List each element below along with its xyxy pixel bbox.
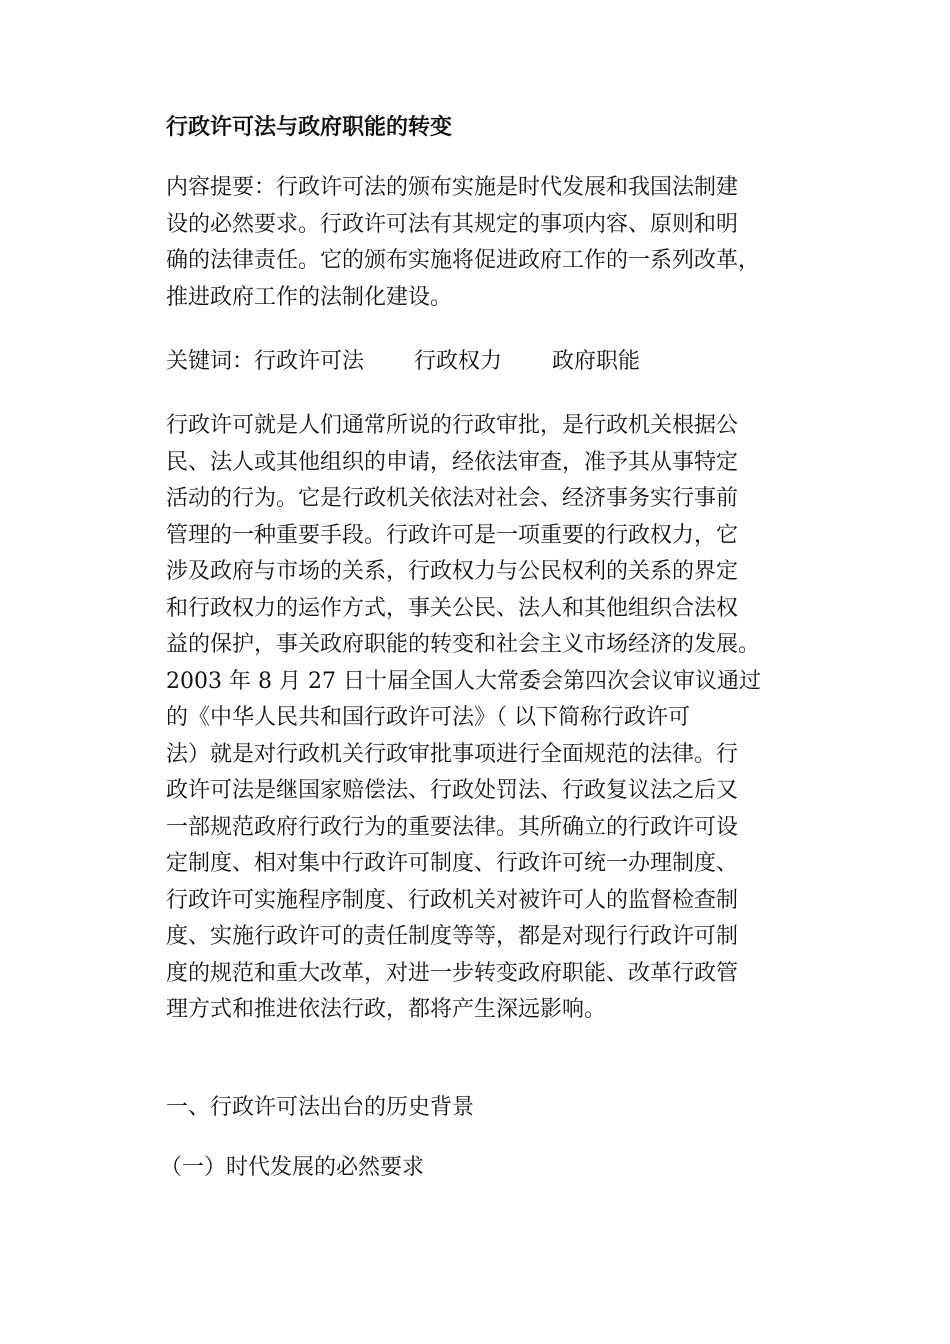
body-line: 一部规范政府行政行为的重要法律。其所确立的行政许可设 [166, 814, 739, 840]
body-line: 行政许可就是人们通常所说的行政审批，是行政机关根据公 [166, 413, 739, 438]
keyword-term: 行政许可法 [254, 349, 365, 374]
keywords-label: 关键词： [166, 349, 255, 374]
body-paragraph [166, 408, 761, 1029]
body-line: 和行政权力的运作方式，事关公民、法人和其他组织合法权 [166, 595, 739, 621]
abstract-line: 设的必然要求。行政许可法有其规定的事项内容、原则和明 [166, 211, 739, 237]
body-line: 法）就是对行政机关行政审批事项进行全面规范的法律。行 [166, 741, 739, 767]
body-line: 行政许可实施程序制度、行政机关对被许可人的监督检查制 [166, 887, 739, 913]
body-line: 度、实施行政许可的责任制度等等，都是对现行行政许可制 [166, 924, 739, 949]
body-line: 政许可法是继国家赔偿法、行政处罚法、行政复议法之后又 [166, 778, 739, 803]
body-line: 度的规范和重大改革，对进一步转变政府职能、改革行政管 [166, 960, 739, 986]
section-heading: 一、行政许可法出台的历史背景 [166, 1095, 475, 1120]
body-line: 定制度、相对集中行政许可制度、行政许可统一办理制度、 [166, 851, 739, 876]
body-line: 管理的一种重要手段。行政许可是一项重要的行政权力，它 [166, 522, 739, 548]
body-line: 理方式和推进依法行政，都将产生深远影响。 [166, 997, 607, 1022]
body-line: 益的保护，事关政府职能的转变和社会主义市场经济的发展。 [166, 632, 761, 657]
abstract-paragraph [166, 170, 760, 316]
body-line: 2003 年 8 月 27 日十届全国人大常委会第四次会议审议通过 [166, 668, 761, 694]
abstract-line: 确的法律责任。它的颁布实施将促进政府工作的一系列改革， [166, 248, 761, 273]
keyword-term: 行政权力 [414, 349, 503, 374]
keyword-term: 政府职能 [552, 349, 641, 374]
document-title: 行政许可法与政府职能的转变 [166, 114, 453, 140]
subsection-heading: （一）时代发展的必然要求 [160, 1155, 425, 1180]
abstract-line: 推进政府工作的法制化建设。 [166, 284, 453, 310]
body-line: 的《中华人民共和国行政许可法》（ 以下简称行政许可 [166, 705, 690, 730]
abstract-line: 内容提要：行政许可法的颁布实施是时代发展和我国法制建 [166, 175, 739, 200]
body-line: 民、法人或其他组织的申请，经依法审查，准予其从事特定 [166, 449, 739, 475]
body-line: 活动的行为。它是行政机关依法对社会、经济事务实行事前 [166, 486, 739, 511]
keywords-line [166, 344, 640, 381]
body-line: 涉及政府与市场的关系，行政权力与公民权利的关系的界定 [166, 559, 739, 584]
